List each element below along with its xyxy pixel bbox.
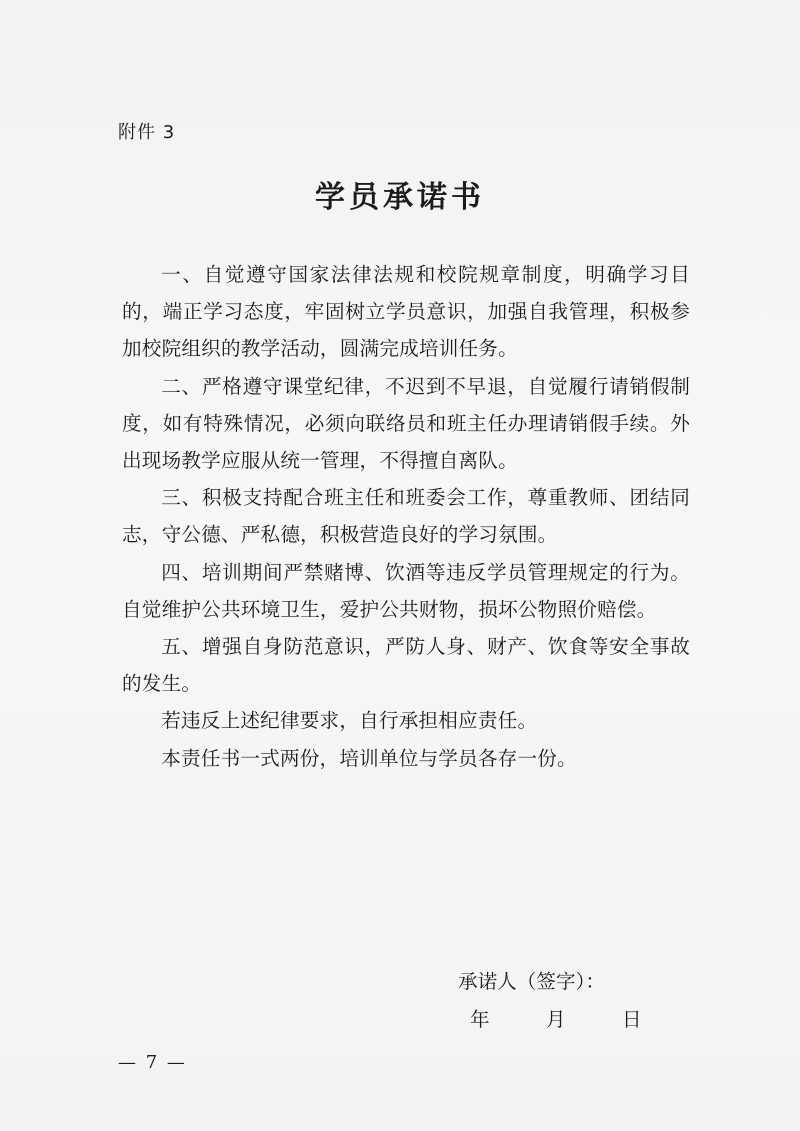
- date-month: 月: [546, 1008, 566, 1031]
- paragraph-4: 四、培训期间严禁赌博、饮酒等违反学员管理规定的行为。自觉维护公共环境卫生，爱护公共财物，损坏公物照价赔偿。: [122, 560, 690, 621]
- paragraph-2: 二、严格遵守课堂纪律，不迟到不早退，自觉履行请销假制度，如有特殊情况，必须向联络员和班主任办理请销假手续。外出现场教学应服从统一管理，不得擅自离队。: [122, 374, 690, 473]
- paragraph-6: 若违反上述纪律要求，自行承担相应责任。: [161, 709, 538, 733]
- document-body: [122, 256, 690, 777]
- paragraph-7: 本责任书一式两份，培训单位与学员各存一份。: [161, 746, 577, 770]
- page-number: — 7 —: [118, 1052, 187, 1073]
- document-title: 学员承诺书: [315, 180, 485, 215]
- paragraph-3: 三、积极支持配合班主任和班委会工作，尊重教师、团结同志，守公德、严私德，积极营造良好的学习氛围。: [122, 486, 690, 547]
- attachment-label: 附件 3: [118, 122, 176, 143]
- date-year: 年: [470, 1008, 490, 1031]
- signature-label: 承诺人（签字）：: [458, 970, 605, 993]
- date-day: 日: [622, 1008, 642, 1031]
- paragraph-5: 五、增强自身防范意识，严防人身、财产、饮食等安全事故的发生。: [122, 635, 690, 696]
- paragraph-1: 一、自觉遵守国家法律法规和校院规章制度，明确学习目的，端正学习态度，牢固树立学员意识，加强自我管理，积极参加校院组织的教学活动，圆满完成培训任务。: [122, 263, 690, 361]
